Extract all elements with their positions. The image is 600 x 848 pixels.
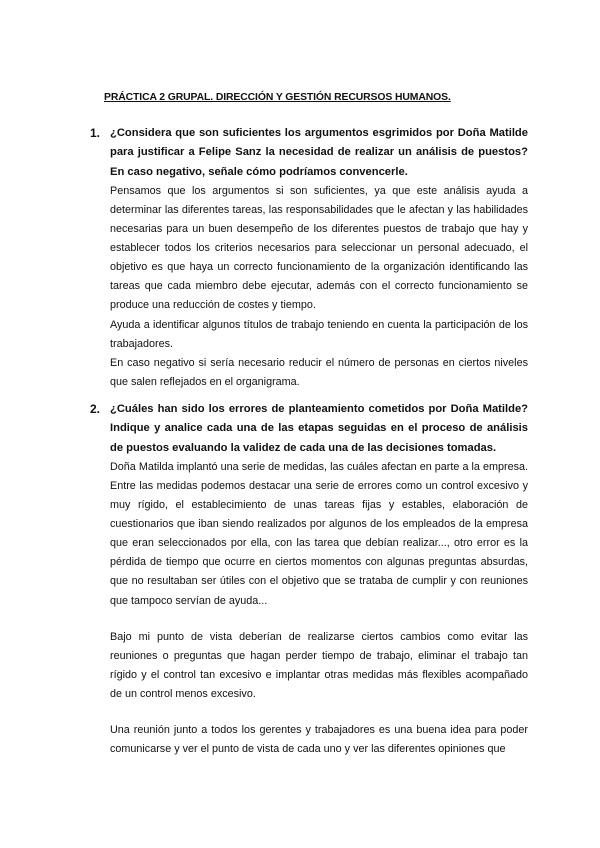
answer-paragraph: En caso negativo si sería necesario reducir el número de personas en ciertos niveles que salen reflejados en el organigrama. [110,356,528,388]
answer-paragraph: Una reunión junto a todos los gerentes y trabajadores es una buena idea para poder comunicarse y ver el punto de vista de cada uno y ver las diferentes opiniones que [110,724,528,756]
question-number: 2. [90,402,101,416]
question-body [110,400,528,759]
question-text: ¿Cuáles han sido los errores de planteamiento cometidos por Doña Matilde? Indique y analice cada una de las etapas seguidas en el proceso de análisis de puestos evaluando la validez de cada una de las decisiones tomadas. [110,403,528,454]
question-item-1 [90,124,528,392]
question-text: ¿Considera que son suficientes los argumentos esgrimidos por Doña Matilde para justificar a Felipe Sanz la necesidad de realizar un análisis de puestos? En caso negativo, señale cómo podríamos convencerle. [110,127,528,178]
question-number: 1. [90,126,101,140]
document-title: PRÁCTICA 2 GRUPAL. DIRECCIÓN Y GESTIÓN RECURSOS HUMANOS. [104,92,451,103]
answer-paragraph: Doña Matilda implantó una serie de medidas, las cuáles afectan en parte a la empresa. Entre las medidas podemos destacar una serie de errores como un control excesivo y muy rígido, el establecimiento de unas tareas fijas y estables, elaboración de cuestionarios que iban siendo realizados por algunos de los empleados de la empresa que eran seleccionados por ella, con las tarea que debían realizar..., otro error es la pérdida de tiempo que ocurre en ciertos momentos con algunas preguntas absurdas, que no resultaban ser útiles con el objetivo que se trataba de cumplir y con reuniones que tampoco servían de ayuda... [110,460,528,607]
answer-paragraph: Ayuda a identificar algunos títulos de trabajo teniendo en cuenta la participación de los trabajadores. [110,318,528,350]
question-item-2 [90,400,528,759]
paragraph-spacer [110,611,528,628]
answer-paragraph: Bajo mi punto de vista deberían de realizarse ciertos cambios como evitar las reuniones o preguntas que hagan perder tiempo de trabajo, eliminar el trabajo tan rígido y el control tan excesivo e implantar otras medidas más flexibles acompañado de un control menos excesivo. [110,630,528,700]
question-body [110,124,528,392]
answer-paragraph: Pensamos que los argumentos si son suficientes, ya que este análisis ayuda a determinar las diferentes tareas, las responsabilidades que le afectan y las habilidades necesarias para un buen desempeño de los diferentes puestos de trabajo que hay y establecer todos los criterios necesarios para seleccionar un personal adecuado, el objetivo es que haya un correcto funcionamiento de la organización identificando las tareas que cada miembro debe ejecutar, además con el correcto funcionamiento se produce una reducción de costes y tiempo. [110,184,528,312]
paragraph-spacer [110,704,528,721]
